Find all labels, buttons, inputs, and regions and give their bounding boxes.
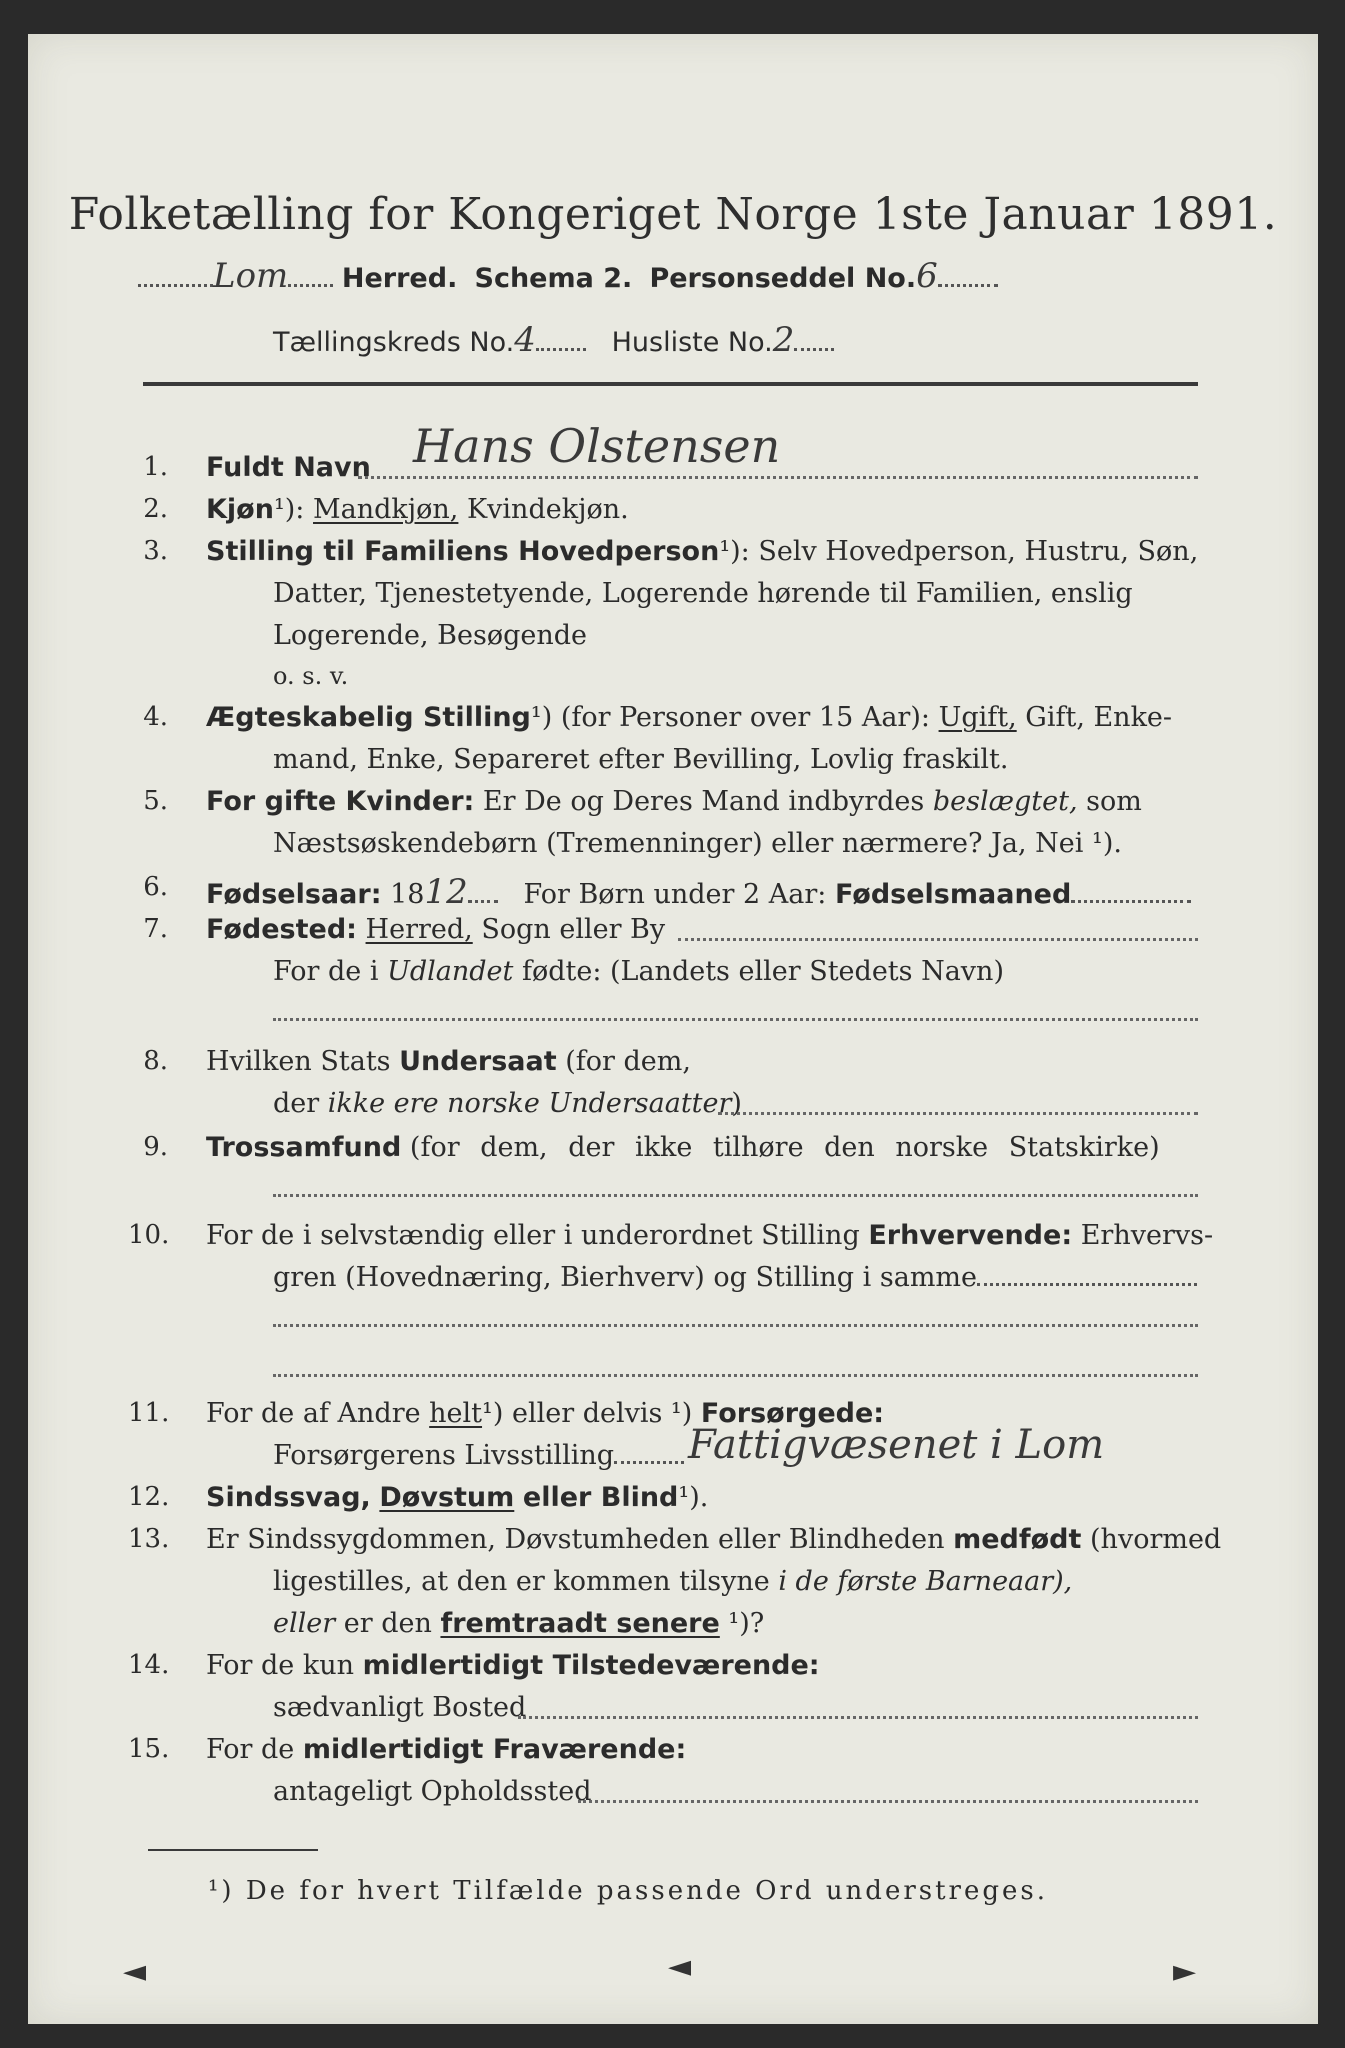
q9-dotted-line	[273, 1194, 1198, 1197]
q2-line: Kjøn¹): Mandkjøn, Kvindekjøn.	[206, 494, 629, 525]
q7-line-2: For de i Udlandet fødte: (Landets eller Stedets Navn)	[273, 956, 1004, 987]
q14-dotted-line	[518, 1716, 1198, 1719]
q10-dotted-line	[273, 1324, 1198, 1327]
kreds-label: Tællingskreds No.	[273, 327, 515, 358]
item-number: 7.	[143, 914, 168, 944]
q5-line-1: For gifte Kvinder: Er De og Deres Mand indbyrdes beslægtet, som	[206, 786, 1142, 817]
q13-line-1: Er Sindssygdommen, Døvstumheden eller Blindheden medfødt (hvormed	[206, 1524, 1222, 1555]
q3-line-3: Logerende, Besøgende	[273, 620, 587, 651]
registration-mark-icon: ◄	[123, 1954, 147, 1989]
personseddel-label: Personseddel No.	[649, 263, 917, 294]
q8-line-1: Hvilken Stats Undersaat (for dem,	[206, 1046, 691, 1077]
q1-label: Fuldt Navn	[206, 452, 371, 483]
item-number: 10.	[128, 1220, 170, 1250]
item-number: 12.	[128, 1482, 170, 1512]
q11-line-2: Forsørgerens Livsstilling	[273, 1440, 684, 1471]
item-number: 2.	[143, 494, 168, 524]
q3-line-2: Datter, Tjenestetyende, Logerende hørende til Familien, enslig	[273, 578, 1133, 609]
item-number: 5.	[143, 786, 168, 816]
header-row-1	[138, 256, 998, 296]
census-form-page	[28, 34, 1318, 2024]
q1-dotted-line	[358, 476, 1198, 479]
husliste-label: Husliste No.	[611, 327, 773, 358]
form-title: Folketælling for Kongeriget Norge 1ste Januar 1891.	[68, 189, 1278, 240]
item-number: 13.	[128, 1524, 170, 1554]
q15-dotted-line	[578, 1800, 1198, 1803]
q7-selected-option: Herred,	[365, 914, 473, 945]
item-number: 15.	[128, 1734, 170, 1764]
registration-mark-icon: ◄	[668, 1949, 692, 1984]
item-number: 3.	[143, 536, 168, 566]
q5-line-2: Næstsøskendebørn (Tremenninger) eller nærmere? Ja, Nei ¹).	[273, 828, 1122, 859]
header-divider	[143, 382, 1198, 386]
q6-line: Fødselsaar: 1812 For Børn under 2 Aar: Fødselsmaaned	[206, 872, 1191, 912]
footnote: ¹) De for hvert Tilfælde passende Ord understreges.	[208, 1876, 1049, 1906]
item-number: 6.	[143, 872, 168, 902]
q12-line: Sindssvag, Døvstum eller Blind¹).	[206, 1482, 709, 1513]
q7-dotted-line	[678, 938, 1198, 941]
q13-line-2: ligestilles, at den er kommen tilsyne i de første Barneaar),	[273, 1566, 1073, 1597]
q7-dotted-line-2	[273, 1018, 1198, 1021]
q14-line-2: sædvanligt Bosted	[273, 1692, 527, 1723]
q3-line-4: o. s. v.	[273, 662, 349, 690]
footnote-divider	[148, 1849, 318, 1851]
q13-line-3: eller er den fremtraadt senere ¹)?	[273, 1608, 765, 1639]
q1-name-value: Hans Olstensen	[413, 419, 781, 473]
herred-value: Lom	[213, 256, 289, 296]
herred-label: Herred.	[341, 263, 458, 294]
q12-selected-option: Døvstum	[379, 1482, 515, 1513]
q4-line-1: Ægteskabelig Stilling¹) (for Personer over 15 Aar): Ugift, Gift, Enke-	[206, 702, 1173, 733]
q15-line-1: For de midlertidigt Fraværende:	[206, 1734, 687, 1765]
q8-line-2: der ikke ere norske Undersaatter)	[273, 1088, 742, 1119]
item-number: 8.	[143, 1046, 168, 1076]
q2-selected-option: Mandkjøn,	[313, 494, 459, 525]
item-number: 11.	[128, 1398, 170, 1428]
q10-dotted-line-2	[273, 1374, 1198, 1377]
q11-selected-option: helt	[429, 1398, 483, 1429]
header-row-2	[273, 320, 834, 360]
q10-line-2: gren (Hovednæring, Bierhverv) og Stilling i samme	[273, 1262, 1197, 1293]
q11-value: Fattigvæsenet i Lom	[688, 1422, 1105, 1468]
q9-line: Trossamfund (for dem, der ikke tilhøre den norske Statskirke)	[206, 1132, 1160, 1163]
personseddel-value: 6	[916, 256, 938, 296]
q15-line-2: antageligt Opholdssted	[273, 1776, 592, 1807]
item-number: 4.	[143, 702, 168, 732]
q3-line-1: Stilling til Familiens Hovedperson¹): Selv Hovedperson, Hustru, Søn,	[206, 536, 1199, 567]
husliste-value: 2	[772, 320, 795, 360]
registration-mark-icon: ►	[1173, 1954, 1197, 1989]
q11-line-1: For de af Andre helt¹) eller delvis ¹) Forsørgede:	[206, 1398, 885, 1429]
q10-line-1: For de i selvstændig eller i underordnet Stilling Erhvervende: Erhvervs-	[206, 1220, 1214, 1251]
item-number: 1.	[143, 452, 168, 482]
q4-selected-option: Ugift,	[938, 702, 1017, 733]
q8-dotted-line	[718, 1112, 1198, 1115]
q6-year-value: 12	[424, 872, 468, 912]
kreds-value: 4	[514, 320, 536, 360]
item-number: 9.	[143, 1132, 168, 1162]
q4-line-2: mand, Enke, Separeret efter Bevilling, Lovlig fraskilt.	[273, 744, 1009, 775]
q7-line-1: Fødested: Herred, Sogn eller By	[206, 914, 666, 945]
schema-label: Schema 2.	[474, 263, 633, 294]
q14-line-1: For de kun midlertidigt Tilstedeværende:	[206, 1650, 820, 1681]
item-number: 14.	[128, 1650, 170, 1680]
